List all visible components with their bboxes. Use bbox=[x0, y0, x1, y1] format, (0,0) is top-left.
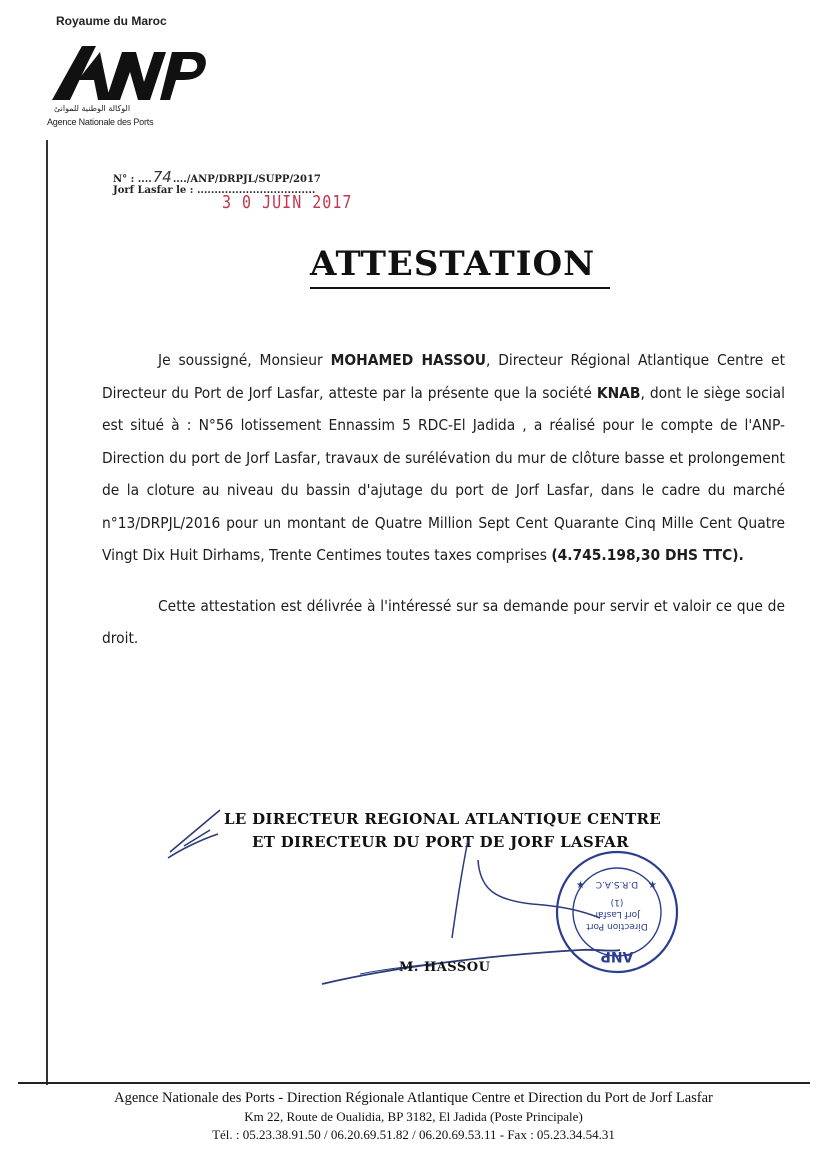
stamp-line1: Direction Port bbox=[586, 921, 648, 931]
p1-middle: , Directeur Régional Atlantique Centre et Directeur du Port de Jorf Lasfar, atteste par la présente que la société bbox=[102, 351, 786, 402]
footer-rule bbox=[18, 1082, 810, 1084]
p1-intro: Je soussigné, Monsieur bbox=[158, 351, 331, 369]
footer-address: Km 22, Route de Oualidia, BP 3182, El Jadida (Poste Principale) bbox=[244, 1109, 583, 1124]
reference-handwritten-number: 74 bbox=[152, 168, 172, 186]
p1-details: , dont le siège social est situé à : N°56 lotissement Ennassim 5 RDC-El Jadida , a réalisé pour le compte de l'ANP-Direction du port de Jorf Lasfar, travaux de surélévation du mur de clôture basse et prolongement de la cloture au niveau du bassin d'ajutage du port de Jorf Lasfar, dans le cadre du marché n°13/DRPJL/2016 pour un montant de Quatre Million Sept Cent Quarante Cinq Mille Cent Quatre Vingt Dix Huit Dirhams, Trente Centimes toutes taxes comprises bbox=[102, 383, 785, 564]
paragraph-main bbox=[102, 344, 785, 572]
date-stamp: 3 0 JUIN 2017 bbox=[222, 191, 353, 213]
footer bbox=[10, 1088, 817, 1145]
signatory-name-inline: MOHAMED HASSOU bbox=[330, 351, 487, 369]
stamp-star-right: ★ bbox=[648, 880, 657, 891]
place-date-label: Jorf Lasfar le : .................................. bbox=[113, 185, 316, 196]
reference-prefix: N° : .... bbox=[113, 174, 152, 185]
total-amount: (4.745.198,30 DHS TTC). bbox=[551, 546, 744, 564]
reference-number bbox=[113, 168, 321, 186]
kingdom-label: Royaume du Maroc bbox=[56, 14, 167, 28]
reference-suffix: ..../ANP/DRPJL/SUPP/2017 bbox=[172, 174, 321, 185]
document-title: ATTESTATION bbox=[310, 244, 596, 284]
stamp-top-text: ANP bbox=[600, 948, 634, 964]
signatory-title-line2: ET DIRECTEUR DU PORT DE JORF LASFAR bbox=[252, 833, 629, 851]
stamp-star-left: ★ bbox=[576, 880, 585, 891]
anp-logo bbox=[48, 38, 208, 108]
left-margin-rule bbox=[46, 140, 48, 1085]
signatory-name: M. HASSOU bbox=[399, 960, 491, 975]
paragraph-closing: Cette attestation est délivrée à l'intéressé sur sa demande pour servir et valoir ce que de droit. bbox=[102, 596, 785, 647]
company-name: KNAB bbox=[596, 383, 641, 402]
agency-arabic-name: الوكالة الوطنية للموانئ bbox=[54, 104, 131, 113]
footer-contacts: Tél. : 05.23.38.91.50 / 06.20.69.51.82 / 06.20.69.53.11 - Fax : 05.23.34.54.31 bbox=[212, 1127, 615, 1142]
official-stamp bbox=[552, 848, 682, 976]
title-underline bbox=[310, 287, 610, 289]
stamp-line4: D.R.S.A.C bbox=[595, 879, 639, 889]
attestation-body bbox=[102, 344, 785, 655]
stamp-line2: Jorf Lasfar bbox=[594, 909, 640, 919]
agency-french-name: Agence Nationale des Ports bbox=[47, 117, 154, 127]
stamp-line3: (1) bbox=[610, 897, 624, 907]
footer-line1: Agence Nationale des Ports - Direction Régionale Atlantique Centre et Direction du Port de Jorf Lasfar bbox=[114, 1090, 713, 1106]
signatory-title-line1: LE DIRECTEUR REGIONAL ATLANTIQUE CENTRE bbox=[224, 810, 662, 828]
